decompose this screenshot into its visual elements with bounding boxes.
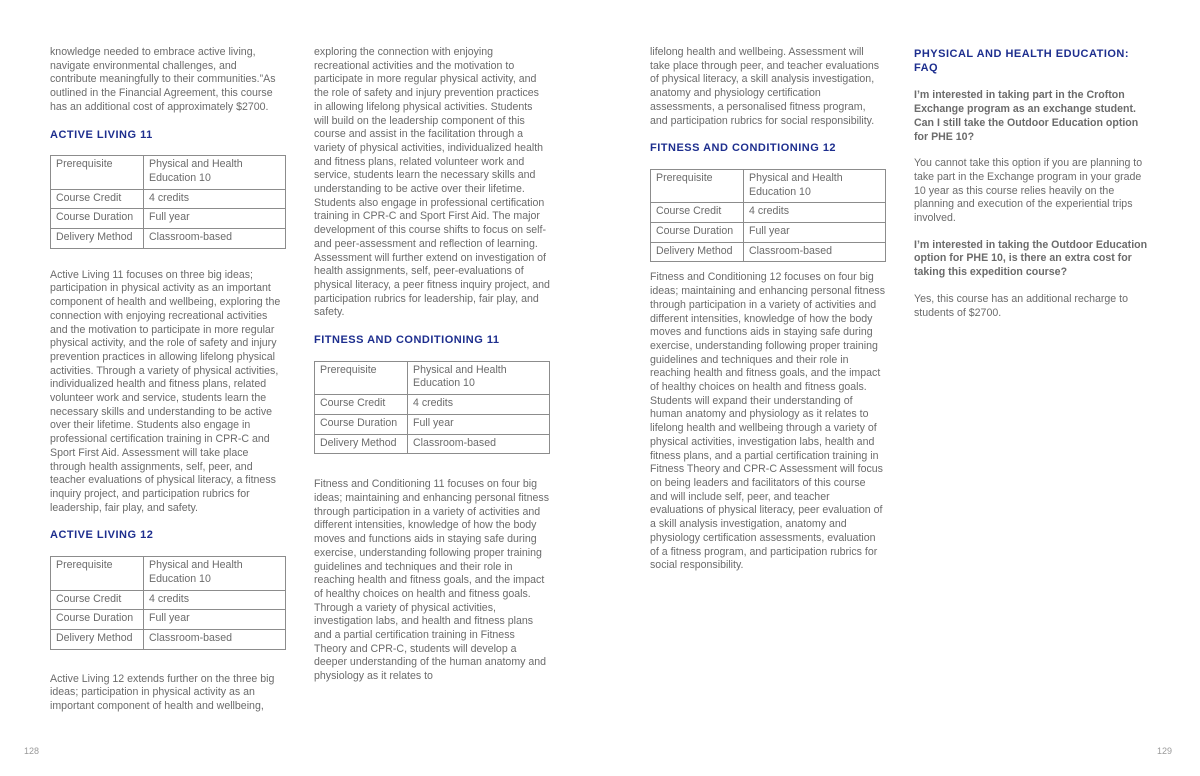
table-row xyxy=(51,229,286,249)
delivery-label: Delivery Method xyxy=(651,242,744,262)
prerequisite-label: Prerequisite xyxy=(651,169,744,202)
credit-value: 4 credits xyxy=(408,395,550,415)
continued-paragraph: lifelong health and wellbeing. Assessment will take place through peer, and teacher evaluations of physical literacy, a skill analysis investigation, anatomy and physiology certification assessments, a personalised fitness program, and participation rubrics for social responsibility. xyxy=(650,46,880,127)
duration-value: Full year xyxy=(144,209,286,229)
prerequisite-value: Physical and Health Education 10 xyxy=(744,169,886,202)
credit-label: Course Credit xyxy=(651,203,744,223)
column-1 xyxy=(50,46,286,714)
faq-question-2: I’m interested in taking the Outdoor Education option for PHE 10, is there an extra cost for taking this expedition course? xyxy=(914,238,1148,279)
table-row xyxy=(51,209,286,229)
delivery-value: Classroom-based xyxy=(408,434,550,454)
description-active-living-12: Active Living 12 extends further on the three big ideas; participation in physical activity as an important component of health and wellbeing, xyxy=(50,672,275,713)
table-row xyxy=(315,395,550,415)
delivery-label: Delivery Method xyxy=(315,434,408,454)
faq-question-1: I’m interested in taking part in the Crofton Exchange program as an exchange student. Can I still take the Outdoor Education option for PHE 10? xyxy=(914,89,1139,143)
credit-value: 4 credits xyxy=(744,203,886,223)
prerequisite-label: Prerequisite xyxy=(51,557,144,590)
prerequisite-value: Physical and Health Education 10 xyxy=(408,361,550,394)
table-row xyxy=(315,434,550,454)
description-fitness-conditioning-12: Fitness and Conditioning 12 focuses on four big ideas; maintaining and enhancing personal fitness through participation in a variety of activities and different intensities, knowledge of how the body moves and functions aids in staying safe during exercise, understanding following proper training guidelines and techniques and their role in reaching health and fitness goals, and the impact of healthy choices on health and fitness goals. Students will expand their understanding of human anatomy and physiology as it relates to lifelong health and wellbeing through a variety of physical activities, investigation labs, health and fitness plans, and a partial certification training in Fitness Theory and CPR-C Assessment will focus on being leaders and facilitators of this course and will include self, peer, and teacher evaluations of physical literacy, peer evaluation of a skill analysis investigation, anatomy and physiology certification assessments, evaluation of a fitness program, and participation rubrics for social responsibility. xyxy=(650,271,885,572)
course-table-fitness-conditioning-11 xyxy=(314,361,550,455)
prerequisite-label: Prerequisite xyxy=(51,156,144,189)
duration-label: Course Duration xyxy=(51,610,144,630)
heading-fitness-conditioning-11: FITNESS AND CONDITIONING 11 xyxy=(314,334,500,347)
prerequisite-label: Prerequisite xyxy=(315,361,408,394)
table-row xyxy=(315,414,550,434)
heading-active-living-11: ACTIVE LIVING 11 xyxy=(50,128,153,141)
table-row xyxy=(51,189,286,209)
column-2 xyxy=(314,46,550,684)
table-row xyxy=(651,169,886,202)
table-row xyxy=(651,223,886,243)
credit-value: 4 credits xyxy=(144,189,286,209)
delivery-value: Classroom-based xyxy=(144,629,286,649)
table-row xyxy=(315,361,550,394)
credit-label: Course Credit xyxy=(51,189,144,209)
prerequisite-value: Physical and Health Education 10 xyxy=(144,156,286,189)
heading-faq: PHYSICAL AND HEALTH EDUCATION: FAQ xyxy=(914,48,1130,74)
course-table-active-living-11 xyxy=(50,155,286,249)
credit-value: 4 credits xyxy=(144,590,286,610)
duration-label: Course Duration xyxy=(651,223,744,243)
course-table-fitness-conditioning-12 xyxy=(650,169,886,263)
table-row xyxy=(51,557,286,590)
intro-paragraph: knowledge needed to embrace active living, navigate environmental challenges, and contribute meaningfully to their communities.”As outlined in the Financial Agreement, this course has an additional cost of approximately $2700. xyxy=(50,46,276,113)
duration-label: Course Duration xyxy=(315,414,408,434)
heading-active-living-12: ACTIVE LIVING 12 xyxy=(50,529,154,542)
table-row xyxy=(651,203,886,223)
description-fitness-conditioning-11: Fitness and Conditioning 11 focuses on four big ideas; maintaining and enhancing personal fitness through participation in a variety of activities and different intensities, knowledge of how the body moves and functions aids in staying safe during exercise, understanding following proper training guidelines and techniques and their role in reaching health and fitness goals, and the impact of healthy choices on health and fitness goals. Through a variety of physical activities, investigation labs, and health and fitness plans and a partial certification training in Fitness Theory and CPR-C, students will develop a deeper understanding of the human anatomy and physiology as it relates to xyxy=(314,478,549,683)
delivery-value: Classroom-based xyxy=(144,229,286,249)
duration-value: Full year xyxy=(744,223,886,243)
page-number-left: 128 xyxy=(24,746,40,756)
faq-answer-2: Yes, this course has an additional recharge to students of $2700. xyxy=(914,292,1128,319)
prerequisite-value: Physical and Health Education 10 xyxy=(144,557,286,590)
duration-value: Full year xyxy=(408,414,550,434)
description-active-living-11: Active Living 11 focuses on three big ideas; participation in physical activity as an important component of health and wellbeing, exploring the connection with enjoying recreational activities and the motivation to participate in more regular physical activity, and the role of safety and injury prevention practices in allowing lifelong physical activities. Through a variety of physical activities, individualized health and fitness plans, related volunteer work and service, students learn the necessary skills and understanding to be active over their lifetime. Students also engage in professional certification training in CPR-C and Sport First Aid. Assessment will take place through health assignments, self, peer, and teacher evaluations of physical literacy, a fitness inquiry project, and participation rubrics for leadership, fair play, and safety. xyxy=(50,268,281,514)
heading-fitness-conditioning-12: FITNESS AND CONDITIONING 12 xyxy=(650,142,837,155)
credit-label: Course Credit xyxy=(315,395,408,415)
table-row xyxy=(651,242,886,262)
table-row xyxy=(51,590,286,610)
table-row xyxy=(51,629,286,649)
duration-value: Full year xyxy=(144,610,286,630)
delivery-label: Delivery Method xyxy=(51,229,144,249)
duration-label: Course Duration xyxy=(51,209,144,229)
continued-paragraph: exploring the connection with enjoying recreational activities and the motivation to participate in more regular physical activity, and the role of safety and injury prevention practices in allowing lifelong physical activities. Students will build on the leadership component of this course and assist in the facilitation through a variety of physical activities, individualized health and fitness plans, related volunteer work and service, students learn the necessary skills and understanding to be active over their lifetime. Students also engage in professional certification training in CPR-C and Sport First Aid. The major development of this course shifts to focus on self- and peer-assessment and reflection of learning. Assessment will further extend on investigation of health assignments, self, peer-evaluations of physical literacy, a peer fitness inquiry project, and participation rubrics for leadership, fair play, and safety. xyxy=(314,46,550,319)
delivery-label: Delivery Method xyxy=(51,629,144,649)
delivery-value: Classroom-based xyxy=(744,242,886,262)
course-table-active-living-12 xyxy=(50,556,286,650)
column-3 xyxy=(650,46,886,573)
page-number-right: 129 xyxy=(1157,746,1173,756)
table-row xyxy=(51,156,286,189)
column-4-faq xyxy=(914,46,1154,320)
table-row xyxy=(51,610,286,630)
faq-answer-1: You cannot take this option if you are planning to take part in the Exchange program in your grade 10 year as this course relies heavily on the planning and execution of the experiential trips involved. xyxy=(914,157,1143,225)
credit-label: Course Credit xyxy=(51,590,144,610)
